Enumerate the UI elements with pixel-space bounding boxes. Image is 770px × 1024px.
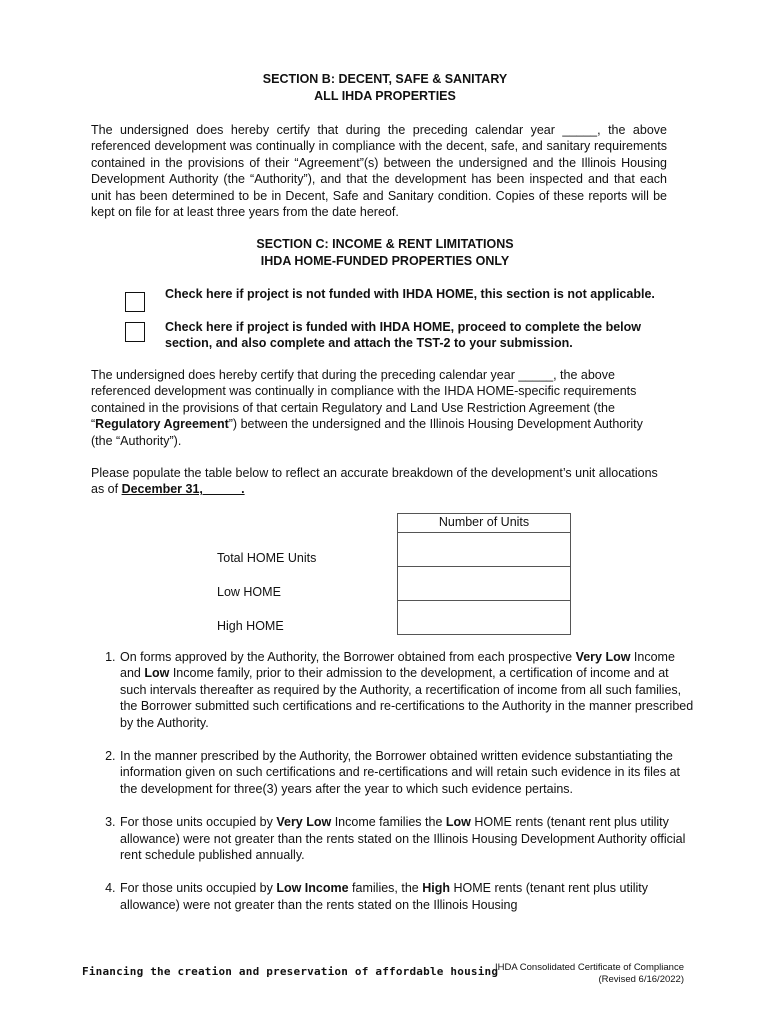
populate-instructions (91, 465, 667, 498)
section-b-body: The undersigned does hereby certify that during the preceding calendar year _____, the above referenced development was continually in compliance with the decent, safe, and sanitary requirements contained in the provisions of their “Agreement”(s) between the undersigned and the Illinois Housing Development Authority (the “Authority”), and that the development has been inspected and that each unit has been determined to be in Decent, Safe and Sanitary condition. Copies of these reports will be kept on file for at least three years from the date hereof. (91, 123, 667, 220)
item-bold: Low (445, 815, 471, 830)
cert-text-pre: The undersigned does hereby certify that during the preceding calendar year _____, the above referenced development was continually in compliance with the IHDA HOME-specific requirements contained in the provisions of that certain Regulatory and Land Use Restriction Agreement (the “ (91, 368, 637, 432)
total-home-units-input[interactable] (398, 533, 571, 567)
list-item (119, 748, 695, 797)
list-item (119, 880, 695, 913)
item-text: In the manner prescribed by the Authority, the Borrower obtained written evidence substantiating the information given on such certifications and re-certifications and will retain such evidence in its files at the development for three(3) years after the year to which such evidence pertains. (120, 749, 680, 796)
units-table-corner (211, 514, 398, 533)
funded-label: Check here if project is funded with IHDA HOME, proceed to complete the below section, and also complete and attach the TST-2 to your submission. (165, 320, 641, 351)
item-bold: Very Low (276, 815, 332, 830)
item-text: HOME rents (tenant rent plus utility allowance) were not greater than the rents stated on the Illinois Housing (120, 881, 648, 912)
units-row-low (211, 567, 571, 601)
as-of-date: December 31, _____. (121, 482, 245, 497)
section-c-title-line1: SECTION C: INCOME & RENT LIMITATIONS (256, 237, 514, 251)
section-b-title-line1: SECTION B: DECENT, SAFE & SANITARY (262, 72, 508, 86)
units-table (211, 513, 571, 635)
low-home-units-input[interactable] (398, 567, 571, 601)
section-c-title-line2: IHDA HOME-FUNDED PROPERTIES ONLY (260, 254, 510, 268)
item-bold: High (422, 881, 450, 896)
item-text: Income family, prior to their admission to the development, a certification of income and at such intervals thereafter as required by the Authority, a recertification of income from all such families, the Borrower submitted such certifications and re-certifications to the Authority in the manner prescribed by the Authority. (120, 666, 694, 730)
cert-text-post: ”) between the undersigned and the Illinois Housing Development Authority (the “Authority”). (91, 417, 643, 448)
units-column-header: Number of Units (398, 514, 571, 533)
units-row-label: Total HOME Units (217, 550, 317, 565)
footer-doc-info (495, 962, 684, 986)
list-item (119, 649, 695, 731)
footer-doc-title: IHDA Consolidated Certificate of Compliance (494, 962, 684, 973)
units-row-label: High HOME (217, 618, 284, 633)
high-home-units-input[interactable] (398, 601, 571, 635)
item-text: Income families the (331, 815, 446, 830)
item-bold: Low Income (276, 881, 349, 896)
compliance-items-list (91, 649, 695, 930)
item-text: On forms approved by the Authority, the Borrower obtained from each prospective (120, 650, 576, 664)
not-funded-checkbox[interactable] (125, 292, 145, 312)
item-bold: Very Low (575, 650, 631, 664)
item-text: families, the (348, 881, 423, 896)
funded-checkbox[interactable] (125, 322, 145, 342)
populate-text: Please populate the table below to reflect an accurate breakdown of the development’s unit allocations as of (91, 466, 658, 497)
item-text: For those units occupied by (120, 881, 277, 896)
regulatory-agreement-term: Regulatory Agreement (95, 417, 229, 432)
section-b-title (0, 71, 770, 105)
footer-tagline: Financing the creation and preservation of affordable housing (82, 965, 499, 978)
item-text: HOME rents (tenant rent plus utility allowance) were not greater than the rents stated on the Illinois Housing Development Authority official rent schedule published annually. (120, 815, 686, 863)
item-bold: Low (144, 666, 170, 681)
list-item (119, 814, 695, 863)
section-c-title (0, 236, 770, 270)
item-text: For those units occupied by (120, 815, 277, 830)
units-row-high (211, 601, 571, 635)
units-row-total (211, 533, 571, 567)
section-c-certification (91, 367, 667, 449)
not-funded-label: Check here if project is not funded with IHDA HOME, this section is not applicable. (165, 287, 655, 301)
section-b-title-line2: ALL IHDA PROPERTIES (314, 89, 456, 103)
units-row-label: Low HOME (217, 584, 281, 599)
footer-revision: (Revised 6/16/2022) (598, 974, 684, 985)
units-table-header-row (211, 514, 571, 533)
item-text: Income and (120, 650, 675, 681)
